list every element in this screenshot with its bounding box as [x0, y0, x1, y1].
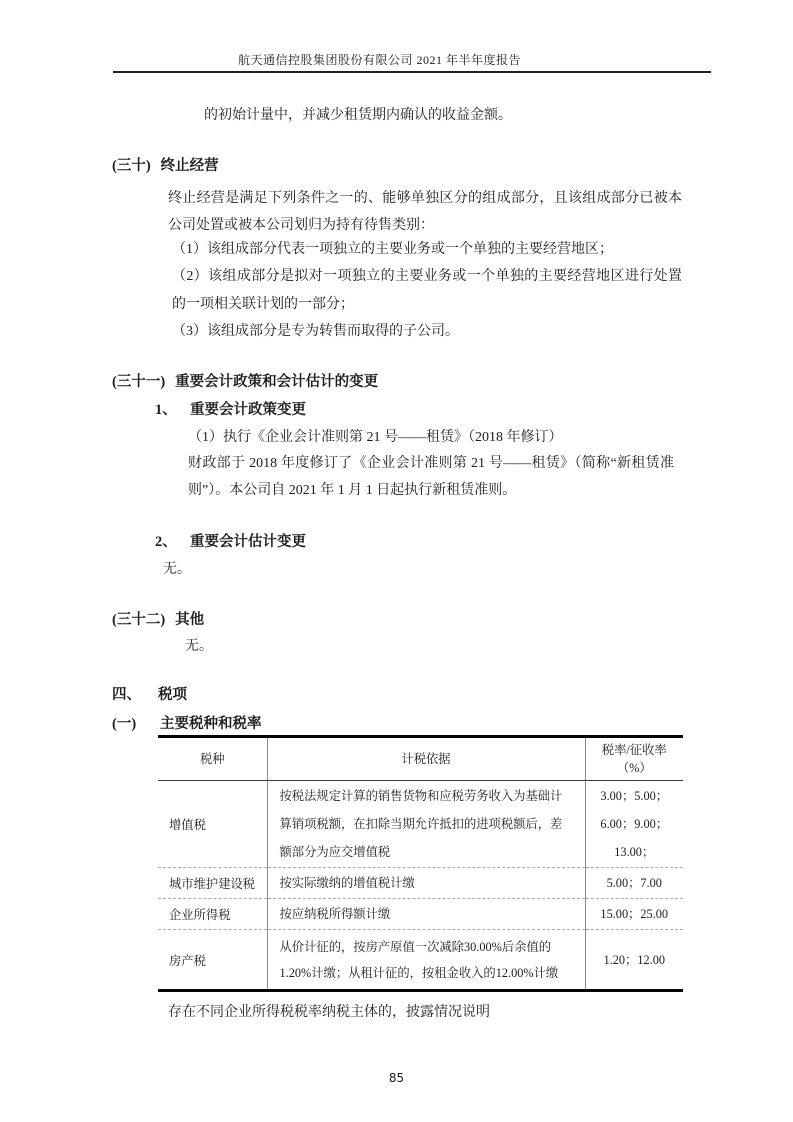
table-row: [158, 930, 683, 991]
section-32-label: (三十二): [112, 612, 166, 628]
policy-change-heading: [155, 400, 306, 420]
tax-rate-subheading-label: (一): [112, 716, 137, 732]
section-30-item: （1）该组成部分代表一项独立的主要业务或一个单独的主要经营地区；: [172, 242, 613, 257]
section-30-title: 终止经营: [160, 158, 219, 174]
section-4-label: 四、: [112, 687, 141, 703]
section-31-title: 重要会计政策和会计估计的变更: [175, 374, 379, 390]
basis-column-header: 计税依据: [267, 737, 585, 781]
tax-column-header: 税种: [158, 737, 267, 781]
section-4-heading: [112, 685, 187, 705]
tax-name-cell: 企业所得税: [158, 899, 267, 930]
section-31-heading: [112, 372, 378, 392]
section-30-item: （2）该组成部分是拟对一项独立的主要业务或一个单独的主要经营地区进行处置的一项相关联计划的一部分；: [172, 269, 682, 312]
estimate-change-heading: [155, 532, 306, 552]
policy-change-title: 重要会计政策变更: [190, 402, 306, 418]
tax-rate-subheading: [112, 714, 262, 734]
tax-rate-cell: 5.00；7.00: [585, 868, 683, 899]
tax-name-cell: 城市维护建设税: [158, 868, 267, 899]
policy-change-number: 1、: [155, 402, 177, 418]
section-30-label: (三十): [112, 158, 151, 174]
tax-rate-subheading-title: 主要税种和税率: [160, 716, 262, 732]
table-row: [158, 899, 683, 930]
header-divider: [113, 71, 711, 73]
tax-table-header-row: [158, 737, 683, 781]
section-32-none: 无。: [185, 639, 213, 654]
tax-rate-cell: 3.00；5.00；6.00；9.00；13.00；: [585, 781, 683, 868]
tax-basis-cell: 按应纳税所得额计缴: [267, 899, 585, 930]
tax-basis-cell: 按实际缴纳的增值税计缴: [267, 868, 585, 899]
tax-name-cell: 增值税: [169, 818, 206, 832]
tax-rate-cell: 15.00；25.00: [585, 899, 683, 930]
table-row: [158, 781, 683, 868]
section-4-title: 税项: [158, 687, 187, 703]
rate-column-header: [585, 737, 683, 781]
section-30-heading: [112, 156, 219, 176]
page-number: 85: [388, 1071, 405, 1085]
section-30-paragraph: 终止经营是满足下列条件之一的、能够单独区分的组成部分，且该组成部分已被本公司处置或被本公司划归为持有待售类别：: [168, 191, 682, 234]
rate-column-header-line2: （%）: [616, 761, 652, 775]
tax-basis-cell: 按税法规定计算的销售货物和应税劳务收入为基础计算销项税额，在扣除当期允许抵扣的进项税额后，差额部分为应交增值税: [267, 781, 585, 868]
rate-column-header-line1: 税率/征收率: [601, 743, 667, 757]
section-30-item: （3）该组成部分是专为转售而取得的子公司。: [172, 323, 459, 339]
leading-paragraph: 的初始计量中，并减少租赁期内确认的收益金额。: [204, 108, 512, 123]
section-32-title: 其他: [175, 612, 205, 628]
section-30-items: [172, 236, 682, 345]
tax-rate-cell: 1.20；12.00: [585, 930, 683, 991]
estimate-change-title: 重要会计估计变更: [190, 534, 306, 550]
page-header-title: 航天通信控股集团股份有限公司 2021 年半年度报告: [238, 53, 522, 67]
closing-note: 存在不同企业所得税税率纳税主体的，披露情况说明: [168, 1005, 490, 1020]
section-31-label: (三十一): [112, 374, 166, 390]
tax-name-cell: 房产税: [158, 930, 267, 991]
tax-table: [158, 735, 683, 992]
policy-change-paragraph: 财政部于 2018 年度修订了《企业会计准则第 21 号——租赁》（简称“新租赁准则”）。本公司自 2021 年 1 月 1 日起执行新租赁准则。: [188, 456, 674, 499]
estimate-change-number: 2、: [155, 534, 177, 550]
estimate-change-none: 无。: [163, 562, 191, 577]
table-row: [158, 868, 683, 899]
tax-basis-cell: 从价计征的，按房产原值一次减除30.00%后余值的1.20%计缴；从租计征的，按租金收入的12.00%计缴: [267, 930, 585, 991]
policy-change-item: （1）执行《企业会计准则第 21 号——租赁》（2018 年修订）: [188, 430, 563, 445]
section-32-heading: [112, 610, 204, 630]
